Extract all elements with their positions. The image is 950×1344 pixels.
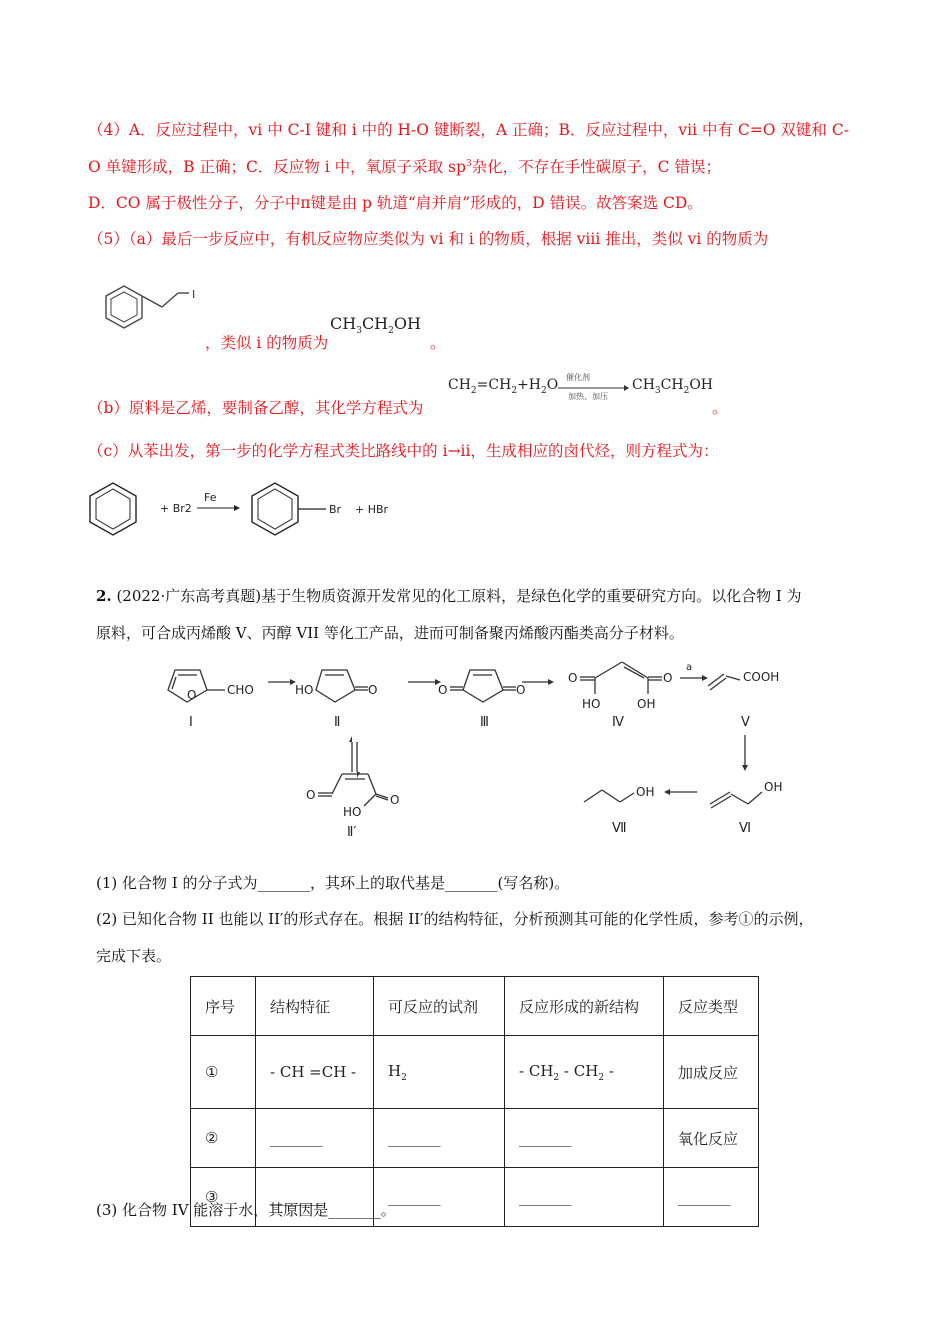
aldehyde-o: O (306, 788, 316, 802)
bromobenzene-ring (252, 483, 298, 535)
answer-p5-line1: （5）（a）最后一步反应中，有机反应物应类似为 vi 和 i 的物质，根据 viii 推出，类似 vi 的物质为 (88, 230, 769, 248)
table-cell: _______ (505, 1168, 664, 1227)
superscript: 3 (465, 158, 472, 169)
table-cell: _______ (374, 1109, 505, 1168)
answer-p4-line1: （4）A．反应过程中，vi 中 C-I 键和 i 中的 H-O 键断裂，A 正确；B．反应过程中，vii 中有 C=O 双键和 C- (88, 121, 849, 139)
compound-label-2-prime: Ⅱ′ (347, 825, 357, 840)
table-cell: _______ (256, 1168, 374, 1227)
compound-label-4: Ⅳ (612, 715, 624, 730)
table-cell: _______ (374, 1168, 505, 1227)
table-cell: - $CH_2 - CH_2$ - (505, 1036, 664, 1109)
iodine-label: I (192, 288, 196, 301)
question-1: (1) 化合物 I 的分子式为_______，其环上的取代基是_______(写名称)。 (96, 874, 570, 892)
header-cell: 反应类型 (664, 977, 759, 1036)
answer-p4-line2-b: 杂化，不存在手性碳原子，C 错误； (471, 158, 721, 176)
table-cell: _______ (256, 1109, 374, 1168)
question-number: 2. (96, 587, 112, 605)
table-cell: _______ (664, 1168, 759, 1227)
answer-p5-b: （b）原料是乙烯，要制备乙醇，其化学方程式为 (88, 399, 424, 417)
phenylethyl-iodide-structure (86, 283, 216, 343)
ethanol-formula: $CH_3CH_2OH$ (330, 314, 421, 337)
answer-p4-line2 (88, 155, 721, 177)
table-cell: ③ (191, 1168, 256, 1227)
header-cell: 可反应的试剂 (374, 977, 505, 1036)
table-cell: _______ (505, 1109, 664, 1168)
bromine-label: Br (329, 503, 342, 516)
answer-end-mark: 。 (430, 334, 446, 352)
table-cell: - CH =CH - (256, 1036, 374, 1109)
question-intro-line1 (96, 585, 802, 606)
table-cell: ① (191, 1036, 256, 1109)
compound-label-7: Ⅶ (612, 821, 627, 836)
oh-group: OH (764, 780, 783, 794)
table-row (191, 1109, 759, 1168)
oh-group: OH (637, 697, 656, 711)
hbr-label: + HBr (355, 503, 389, 516)
answer-end-mark-2: 。 (712, 399, 728, 417)
oh-group: OH (636, 785, 655, 799)
header-cell: 结构特征 (256, 977, 374, 1036)
cho-group: CHO (227, 683, 254, 697)
answer-table (190, 976, 759, 1227)
question-2-line2: 完成下表。 (96, 947, 172, 965)
carbonyl-o: O (390, 793, 400, 807)
carbonyl-o: O (663, 671, 673, 685)
compound-label-5: V (741, 715, 750, 730)
ho-group: HO (343, 805, 362, 819)
ethylene-eq-left: $CH_2=CH_2+H_2O$ (448, 377, 559, 396)
answer-p5-c: （c）从苯出发，第一步的化学方程式类比路线中的 i→ii，生成相应的卤代烃，则方程式为： (88, 442, 719, 460)
furan-oxygen: O (187, 688, 197, 702)
header-cell: 序号 (191, 977, 256, 1036)
compound-label-2: Ⅱ (334, 715, 341, 730)
answer-p4-line2-a: O 单键形成，B 正确；C．反应物 i 中，氧原子采取 sp (88, 158, 466, 176)
compound-label-3: Ⅲ (480, 715, 489, 730)
question-intro-line2: 原料，可合成丙烯酸 V、丙醇 VII 等化工产品，进而可制备聚丙烯酸丙酯类高分子材料。 (96, 624, 684, 642)
table-cell: $H_2$ (374, 1036, 505, 1109)
cooh-group: COOH (743, 670, 780, 684)
table-cell: 氧化反应 (664, 1109, 759, 1168)
question-3: (3) 化合物 IV 能溶于水，其原因是_______。 (96, 1201, 396, 1219)
carbonyl-o: O (368, 683, 378, 697)
ho-group: HO (295, 683, 314, 697)
question-2-line1: (2) 已知化合物 II 也能以 II′的形式存在。根据 II′的结构特征，分析预测其可能的化学性质，参考①的示例， (96, 910, 814, 928)
question-intro-text: (2022·广东高考真题)基于生物质资源开发常见的化工原料，是绿色化学的重要研究方向。以化合物 I 为 (111, 587, 802, 605)
fe-catalyst-label: Fe (204, 491, 217, 504)
ethylene-eq-right: $CH_3CH_2OH$ (632, 377, 713, 396)
header-cell: 反应形成的新结构 (505, 977, 664, 1036)
carbonyl-o: O (438, 683, 448, 697)
answer-p4-line3: D．CO 属于极性分子，分子中π键是由 p 轨道“肩并肩”形成的，D 错误。故答案选 CD。 (88, 194, 703, 212)
catalyst-label: 催化剂 (566, 373, 590, 382)
table-cell: 加成反应 (664, 1036, 759, 1109)
ho-group: HO (582, 697, 601, 711)
answer-similar-i: ，类似 i 的物质为 (205, 334, 329, 352)
carbonyl-o: O (568, 671, 578, 685)
bromination-equation (84, 478, 414, 540)
table-header-row (191, 977, 759, 1036)
reagent-a: a (686, 662, 693, 673)
compound-label-6: Ⅵ (739, 821, 751, 836)
benzene-ring (90, 483, 136, 535)
compound-label-1: I (189, 715, 193, 730)
table-row (191, 1036, 759, 1109)
condition-label: 加热、加压 (568, 392, 608, 401)
table-cell: ② (191, 1109, 256, 1168)
reaction-scheme (150, 650, 810, 845)
br2-label: + Br2 (160, 502, 192, 515)
carbonyl-o: O (516, 683, 526, 697)
